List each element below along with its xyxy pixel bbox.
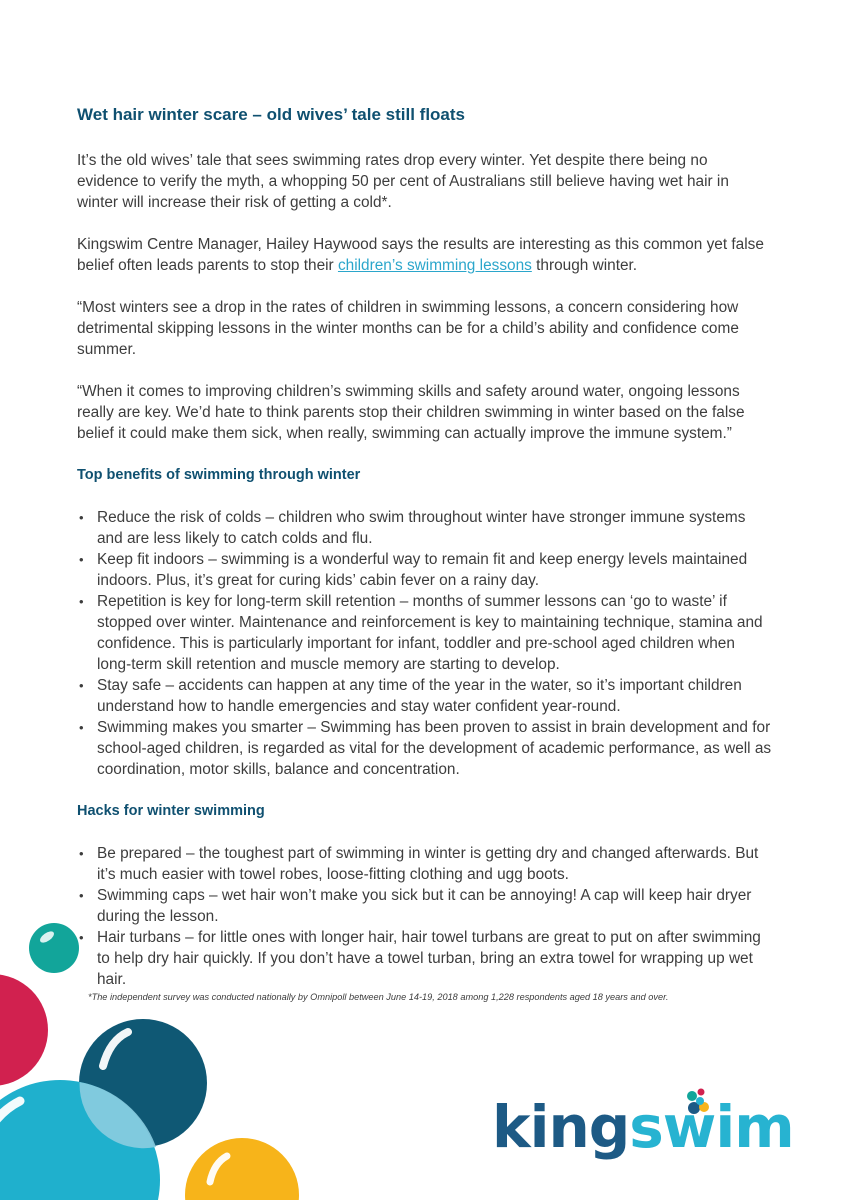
list-item-text: Reduce the risk of colds – children who swim throughout winter have stronger immune systems and are less likely to catch colds and flu. [97,509,746,547]
list-item-text: Keep fit indoors – swimming is a wonderful way to remain fit and keep energy levels maintained indoors. Plus, it’s great for curing kids’ cabin fever on a rainy day. [97,551,748,589]
list-item [77,591,772,675]
logo-text-swim: swim [629,1093,794,1161]
list-item [77,885,772,927]
list-item [77,675,772,717]
list-item-text: Swimming makes you smarter – Swimming has been proven to assist in brain development and for school-aged children, is regarded as vital for the development of academic performance, as well as coordination, motor skills, balance and concentration. [97,719,772,778]
survey-footnote: *The independent survey was conducted nationally by Omnipoll between June 14-19, 2018 among 1,228 respondents aged 18 years and over. [88,992,669,1002]
list-item [77,549,772,591]
red-bubble [0,974,48,1086]
benefits-list [77,507,772,780]
cyan-bubble [0,1080,160,1200]
bullet-icon: • [79,552,84,567]
teal-bubble [29,923,79,973]
bullet-icon: • [79,510,84,525]
manager-paragraph [77,234,772,276]
list-item-text: Swimming caps – wet hair won’t make you sick but it can be annoying! A cap will keep hair dryer during the lesson. [97,887,752,925]
list-item [77,843,772,885]
list-item [77,927,772,990]
bullet-icon: • [79,678,84,693]
logo-text-king: king [492,1093,630,1161]
navy-bubble [79,1019,207,1147]
list-item [77,507,772,549]
quote-paragraph-1: “Most winters see a drop in the rates of children in swimming lessons, a concern considering how detrimental skipping lessons in the winter months can be for a child’s ability and confidence come summer. [77,299,739,358]
list-item-text: Hair turbans – for little ones with longer hair, hair towel turbans are great to put on after swimming to help dry hair quickly. If you don’t have a towel turban, bring an extra towel for wrapping up wet hair. [97,929,761,988]
article-title: Wet hair winter scare – old wives’ tale still floats [77,105,465,124]
logo-wordmark [492,1092,794,1162]
benefits-heading: Top benefits of swimming through winter [77,467,361,483]
bullet-icon: • [79,888,84,903]
list-item-text: Be prepared – the toughest part of swimming in winter is getting dry and changed afterwards. But it’s much easier with towel robes, loose-fitting clothing and ugg boots. [97,845,759,883]
bullet-icon: • [79,594,84,609]
hacks-list [77,843,772,990]
list-item [77,717,772,780]
yellow-bubble [185,1138,299,1200]
quote-paragraph-2: “When it comes to improving children’s swimming skills and safety around water, ongoing lessons really are key. We’d hate to think parents stop their children swimming in winter based on the false belief it could make them sick, when really, swimming can actually improve the immune system.” [77,383,745,442]
list-item-text: Stay safe – accidents can happen at any time of the year in the water, so it’s important children understand how to handle emergencies and stay water confident year-round. [97,677,742,715]
article-body [77,104,772,990]
bullet-icon: • [79,846,84,861]
bullet-icon: • [79,720,84,735]
hacks-heading: Hacks for winter swimming [77,803,265,819]
list-item-text: Repetition is key for long-term skill retention – months of summer lessons can ‘go to waste’ if stopped over winter. Maintenance and reinforcement is key to maintaining technique, stamina and confidence. This is particularly important for infant, toddler and pre-school aged children when long-term skill retention and muscle memory are starting to develop. [97,593,763,673]
intro-paragraph: It’s the old wives’ tale that sees swimming rates drop every winter. Yet despite there being no evidence to verify the myth, a whopping 50 per cent of Australians still believe having wet hair in winter will increase their risk of getting a cold*. [77,152,729,211]
kingswim-logo [492,1088,794,1168]
swimming-lessons-link[interactable]: children’s swimming lessons [337,257,532,274]
manager-paragraph-text-1: Kingswim Centre Manager, Hailey Haywood says the results are interesting as this common yet false belief often leads parents to stop their [77,236,764,274]
manager-paragraph-text-2: through winter. [531,257,638,274]
bullet-icon: • [79,930,84,945]
